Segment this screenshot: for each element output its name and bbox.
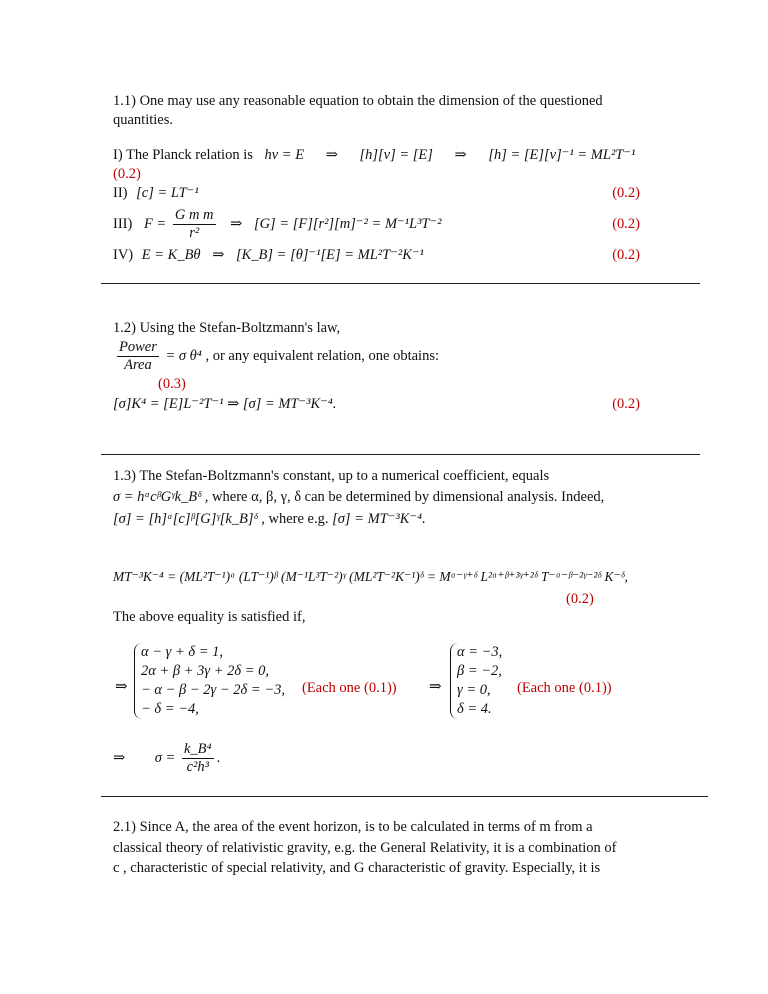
s13-line2-eq: σ = hᵅcᵝGᵞk_Bᵟ , <box>113 489 209 505</box>
s13-res-num: k_B⁴ <box>183 741 212 758</box>
implies-icon: ⇒ <box>230 216 243 232</box>
s13-line3-text: , where e.g. <box>261 511 333 527</box>
s12-result <box>113 394 640 414</box>
s13-sys1-eq: α − γ + δ = 1, <box>141 644 224 660</box>
s13-each1: (Each one (0.1)) <box>302 680 397 696</box>
s12-fraction <box>117 339 159 374</box>
s11-i-label: I) The Planck relation is <box>113 147 253 163</box>
s11-iii-mark: (0.2) <box>612 216 640 232</box>
section-divider <box>101 283 700 284</box>
s21-line2: classical theory of relativistic gravity, e.g. the General Relativity, it is a combination of <box>113 840 617 856</box>
s13-big-mark: (0.2) <box>566 591 594 607</box>
s11-i-eq1: hν = E <box>264 147 305 163</box>
s13-each2: (Each one (0.1)) <box>517 680 612 696</box>
s21-line3: c , characteristic of special relativity, and G characteristic of gravity. Especially, it is <box>113 860 601 876</box>
s13-system-1 <box>134 643 285 719</box>
s11-iii-fraction <box>173 207 216 242</box>
s13-sys2-eq: δ = 4. <box>457 701 492 717</box>
s13-system-2 <box>450 643 502 719</box>
s11-iii-lhs: F = <box>143 216 167 232</box>
implies-icon: ⇒ <box>113 750 126 766</box>
s13-sys2-eq: α = −3, <box>457 644 503 660</box>
s13-sys1-eq: 2α + β + 3γ + 2δ = 0, <box>141 663 270 679</box>
s13-line2-text: where α, β, γ, δ can be determined by dimensional analysis. Indeed, <box>212 489 605 505</box>
s13-line3 <box>113 509 640 529</box>
s11-item-iv <box>113 245 640 265</box>
s11-ii-label: II) <box>113 185 128 201</box>
s12-rhs: = σ θ⁴ <box>165 348 202 364</box>
s11-iii-den: r² <box>189 225 200 242</box>
s11-item-ii <box>113 183 640 203</box>
s13-big-eq-text: MT⁻³K⁻⁴ = (ML²T⁻¹)ᵅ (LT⁻¹)ᵝ (M⁻¹L³T⁻²)ᵞ (ML²T⁻²K⁻¹)ᵟ = Mᵅ⁻ᵞ⁺ᵟ L²ᵅ⁺ᵝ⁺³ᵞ⁺²ᵟ T⁻ᵅ⁻ᵝ⁻²ᵞ⁻²ᵟ K⁻ᵟ, <box>113 569 628 584</box>
s13-res-den: c²h³ <box>186 759 209 776</box>
s13-big-eq <box>113 567 673 587</box>
s12-mark1: (0.3) <box>158 376 186 392</box>
s13-intro: 1.3) The Stefan-Boltzmann's constant, up to a numerical coefficient, equals <box>113 468 550 484</box>
s12-law <box>113 337 640 375</box>
s11-iv-eq: E = K_Bθ <box>141 247 201 263</box>
s13-result: ⇒ σ = $\frac{\text{k\_B⁴}}{\text{c²h³}}$ . <box>113 741 221 776</box>
s12-num: Power <box>119 339 157 356</box>
s11-iv-rhs: [K_B] = [θ]⁻¹[E] = ML²T⁻²K⁻¹ <box>235 247 424 263</box>
implies-icon: ⇒ <box>212 247 225 263</box>
s13-sys2-eq: β = −2, <box>457 663 502 679</box>
s13-line3-eq: [σ] = [h]ᵅ[c]ᵝ[G]ᵞ[k_B]ᵟ <box>113 511 258 527</box>
s13-sys2-eq: γ = 0, <box>457 682 491 698</box>
s13-line3-eq2: [σ] = MT⁻³K⁻⁴. <box>332 511 426 527</box>
s12-tail: , or any equivalent relation, one obtains: <box>205 348 440 364</box>
s11-i-eq2: [h][ν] = [E] <box>359 147 433 163</box>
s11-iii-label: III) <box>113 216 133 232</box>
s21-line1: 2.1) Since A, the area of the event horizon, is to be calculated in terms of m from a <box>113 819 593 835</box>
implies-icon: ⇒ <box>325 147 338 163</box>
s12-eq: [σ]K⁴ = [E]L⁻²T⁻¹ ⇒ [σ] = MT⁻³K⁻⁴. <box>113 396 337 412</box>
s11-intro: 1.1) One may use any reasonable equation to obtain the dimension of the questioned quantities. <box>113 93 603 128</box>
implies-icon: ⇒ <box>115 679 128 695</box>
s11-iii-num: G m m <box>174 207 214 224</box>
s11-item-iii <box>113 205 640 243</box>
s11-i-eq3: [h] = [E][ν]⁻¹ = ML²T⁻¹ <box>488 147 636 163</box>
section-divider <box>101 454 700 455</box>
s11-iv-mark: (0.2) <box>612 247 640 263</box>
s13-sys1-eq: − δ = −4, <box>141 701 199 717</box>
s11-iii-rhs: [G] = [F][r²][m]⁻² = M⁻¹L³T⁻² <box>253 216 442 232</box>
s13-sys1-eq: − α − β − 2γ − 2δ = −3, <box>141 682 285 698</box>
s12-intro: 1.2) Using the Stefan-Boltzmann's law, <box>113 320 341 336</box>
implies-icon: ⇒ <box>429 679 442 695</box>
s12-mark2: (0.2) <box>612 396 640 412</box>
s11-item-i <box>113 145 640 165</box>
s13-res-lhs: σ = <box>154 750 176 766</box>
s11-i-mark: (0.2) <box>113 166 141 182</box>
s13-line2 <box>113 487 640 507</box>
s13-res-fraction <box>182 741 214 776</box>
implies-icon: ⇒ <box>454 147 467 163</box>
s11-iv-label: IV) <box>113 247 134 263</box>
s12-den: Area <box>124 357 152 374</box>
s11-ii-eq: [c] = LT⁻¹ <box>136 185 199 201</box>
s11-ii-mark: (0.2) <box>612 185 640 201</box>
s13-satisfied: The above equality is satisfied if, <box>113 609 306 625</box>
section-divider <box>101 796 708 797</box>
